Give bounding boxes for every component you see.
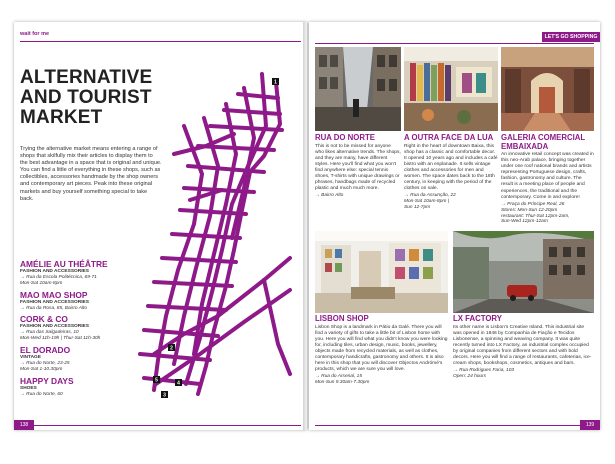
running-rule-right bbox=[315, 43, 594, 44]
shop-address: → Rua do Norte, 60 bbox=[20, 391, 63, 397]
svg-text:5: 5 bbox=[155, 377, 158, 384]
left-page bbox=[14, 22, 307, 430]
footer-rule-right bbox=[315, 425, 580, 426]
photo-rua-do-norte bbox=[315, 47, 401, 131]
entry-galeria-embaixada bbox=[501, 134, 594, 225]
entry-body: Lisbon Shop is a landmark in Pátio da Galé. There you will find a variety of gifts to take a little bit of Lisbon home with you. Here you will find what you didn't know you were looking for, including tiles, urban design, music, books, jewellery, objects made from recycled materials, as well as clothes, contemporary handicrafts, gastronomy and others. It is also here in this shop that you will discover Objectos Andrómé's products, which we are sure you will love. bbox=[315, 324, 448, 373]
svg-text:2: 2 bbox=[170, 345, 173, 352]
shop-address: → Rua do Norte, 23-25 bbox=[20, 360, 70, 366]
running-rule-left bbox=[20, 41, 301, 42]
shop-category: FASHION AND ACCESSORIES bbox=[20, 269, 89, 274]
shop-category: VINTAGE bbox=[20, 354, 41, 360]
entry-body: Right in the heart of downtown Baixa, this shop has a classic and comfortable decor. It opened 10 years ago and includes a café bistro with an esplanade. It sells vintage clothes and accessories for men and women. The space dates back to the 18th century, in keeping with the period of the clothes on sale. bbox=[404, 143, 498, 192]
map-marker-4 bbox=[175, 379, 182, 387]
map-streets bbox=[140, 74, 290, 394]
shop-address: → Rua da Escola Politécnica, 69-71 bbox=[20, 275, 97, 280]
shop-hours: Mon-Sat 1-10.30pm bbox=[20, 366, 63, 372]
photo-lisbon-shop bbox=[315, 231, 448, 313]
entry-title: LX FACTORY bbox=[453, 314, 502, 323]
svg-text:1: 1 bbox=[274, 79, 277, 86]
shop-name: CORK & CO bbox=[20, 314, 68, 325]
shop-hours: Mon-Sat 10am-8pm bbox=[20, 280, 63, 286]
entry-rua-do-norte bbox=[315, 134, 401, 199]
running-head-left: wait for me bbox=[20, 31, 50, 37]
shop-category: SHOES bbox=[20, 385, 37, 391]
svg-text:3: 3 bbox=[163, 392, 166, 399]
running-head-right: LET'S GO SHOPPING bbox=[542, 32, 600, 42]
entry-title: RUA DO NORTE bbox=[315, 133, 375, 142]
street-map bbox=[114, 54, 302, 406]
photo-lx-factory bbox=[453, 231, 594, 313]
entry-hours: Mon-Sat 10am-8pm | bbox=[404, 199, 449, 205]
shop-category: FASHION AND ACCESSORIES bbox=[20, 299, 89, 305]
entry-lisbon-shop bbox=[315, 315, 448, 386]
entry-hours: Stores: Mon-Sun 12-20pm bbox=[501, 207, 558, 213]
map-marker-5 bbox=[153, 376, 160, 384]
entry-hours: Sun 12-7pm bbox=[404, 205, 431, 211]
intro-paragraph: Trying the alternative market means entering a range of shops that skilfully mix their articles to display them to the best advantage in a space that is original and unique. You can find a little of everything in these shops, such as collectibles, accessories handmade by the shop owners and contemporary art pieces. Peak into these original markets and buy yourself something special to take back. bbox=[20, 146, 162, 202]
right-page bbox=[309, 22, 600, 430]
map-marker-3 bbox=[161, 391, 168, 399]
page-title: ALTERNATIVE AND TOURIST MARKET bbox=[20, 67, 153, 128]
entry-address: → Bairro Alto bbox=[315, 193, 344, 199]
entry-title: GALERIA COMERCIAL EMBAIXADA bbox=[501, 133, 586, 151]
svg-text:4: 4 bbox=[177, 380, 180, 387]
entry-body: An innovative retail concept was created in this neo-Arab palace, bringing together under one roof national brands and artists representing Portuguese design, crafts, fashion, gastronomy and culture. The result is a meeting place of people and experiences, the traditional and the contemporary. Come in and explore! bbox=[501, 152, 594, 200]
footer-rule-left bbox=[34, 425, 301, 426]
shop-name: MAO MAO SHOP bbox=[20, 289, 88, 300]
entry-title: LISBON SHOP bbox=[315, 314, 369, 323]
shop-address: → Rua das Salgadeiras, 10 bbox=[20, 330, 79, 336]
entry-address: → Rua Rodrigues Faria, 103 bbox=[453, 368, 515, 374]
map-marker-1 bbox=[272, 78, 279, 86]
entry-hours: Mon-Sun 9.30am-7.30pm bbox=[315, 380, 370, 386]
entry-address: → Rua da Assunção, 22 bbox=[404, 193, 456, 199]
shop-address: → Rua da Rosa, 85, Bairro Alto bbox=[20, 305, 88, 311]
photo-galeria-embaixada bbox=[501, 47, 594, 131]
shop-name: HAPPY DAYS bbox=[20, 375, 74, 386]
shop-name: AMÉLIE AU THÉÂTRE bbox=[20, 259, 108, 269]
entry-body: Its other name is Lisbon's Creative Island. This industrial site was opened in 1846 by Companhia de Fiação e Tecidos Lisbonense, a spinning and weaving company. It was quite recently turned into LX Factory, an industrial complex occupied by original companies from different sectors and with bold decors. Here you will find a range of restaurants, cafeterias, ice-cream shops, bookshops, cosmetics, antiques and bars. bbox=[453, 324, 592, 367]
entry-body: This is not to be missed for anyone who likes alternative trends. The shops, and they are many, have different styles. Here you'll find what you won't find anywhere else: special tennis shoes, T-shirts with unique drawings or phrases, handbags made of recycled plastic and much much more. bbox=[315, 143, 401, 192]
entry-a-outra-face-da-lua bbox=[404, 134, 498, 211]
entry-lx-factory bbox=[453, 315, 594, 380]
entry-hours: Sun-Wed 12pm-12am bbox=[501, 219, 548, 225]
page-number-right: 139 bbox=[580, 420, 600, 430]
photo-a-outra-face-da-lua bbox=[404, 47, 498, 131]
shop-name: EL DORADO bbox=[20, 344, 71, 355]
entry-address: → Rua do Arsenal, 15 bbox=[315, 374, 363, 380]
page-number-left: 138 bbox=[14, 420, 34, 430]
entry-address: → Praça do Príncipe Real, 26 bbox=[501, 201, 565, 207]
entry-title: A OUTRA FACE DA LUA bbox=[404, 133, 494, 142]
entry-hours: restaurant: Thur-Sat 12pm-2am, bbox=[501, 213, 570, 219]
map-marker-2 bbox=[168, 344, 175, 352]
entry-hours: Open: 24 hours bbox=[453, 374, 487, 380]
shop-hours: Mon-Wed 11h-19h | Thur-Sat 11h-30h bbox=[20, 336, 101, 342]
shop-category: FASHION AND ACCESSORIES bbox=[20, 324, 89, 330]
